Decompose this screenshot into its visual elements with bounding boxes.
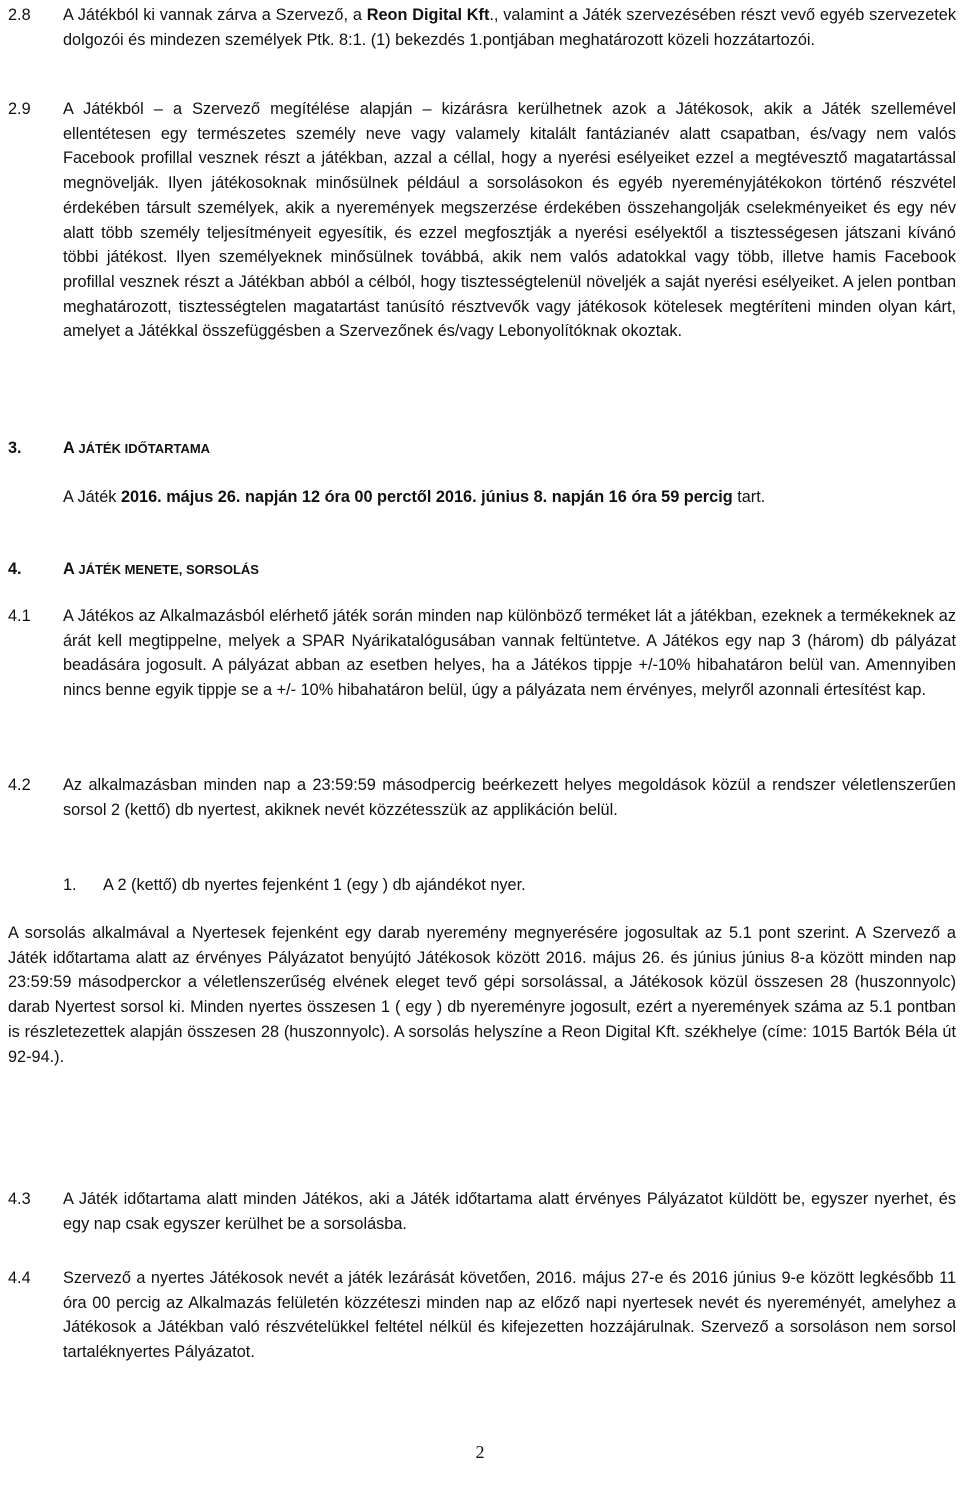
section-4-4 <box>8 1266 956 1365</box>
heading-number: 3. <box>8 439 22 457</box>
list-text: A 2 (kettő) db nyertes fejenként 1 (egy ) db ajándékot nyer. <box>103 876 526 894</box>
section-4-2 <box>8 773 956 822</box>
section-number: 4.2 <box>8 776 31 794</box>
page-number: 2 <box>475 1442 485 1462</box>
section-4-1 <box>8 604 956 703</box>
heading-4 <box>8 557 259 583</box>
section-text: A Játékból – a Szervező megítélése alapján – kizárásra kerülhetnek azok a Játékosok, akik a Játék szellemével ellentétesen egy természetes személy neve vagy valamely kitalált fantázianév alatt csapatban, és/vagy nem valós Facebook profillal vesznek részt a játékban, azzal a céllal, hogy a nyerési esélyeiket ezzel a megtévesztő magatartással megnövelják. Ilyen játékosoknak minősülnek például a sorsolásokon és egyéb nyereményjátékokon történő részvétel érdekében társult személyek, akik a nyeremények megszerzése érdekében összehangolják cselekményeiket és egy név alatt több személy teljesítményeit egyesítik, és ezzel megfosztják a nyerési esélyektől a tisztességesen játszani kívánó többi játékost. Ilyen személyeknek minősülnek továbbá, akik nem valós adatokkal vagy több, illetve hamis Facebook profillal vesznek részt a Játékban abból a célból, hogy tisztességtelenül növeljék a saját nyerési esélyeiket. A jelen pontban meghatározott, tisztességtelen magatartást tanúsító résztvevők vagy játékosok kötelesek megtéríteni minden olyan kárt, amelyet a Játékkal összefüggésben a Szervezőnek és/vagy Lebonyolítóknak okoztak. <box>63 100 956 341</box>
list-number: 1. <box>63 876 77 894</box>
section-text: A Játékból ki vannak zárva a Szervező, a Reon Digital Kft., valamint a Játék szervezésében részt vevő egyéb szervezetek dolgozói és mindezen személyek Ptk. 8:1. (1) bekezdés 1.pontjában meghatározott közeli hozzátartozói. <box>63 6 956 49</box>
section-text: Az alkalmazásban minden nap a 23:59:59 másodpercig beérkezett helyes megoldások közül a rendszer véletlenszerűen sorsol 2 (kettő) db nyertest, akiknek nevét közzétesszük az applikáción belül. <box>63 776 956 819</box>
heading-number: 4. <box>8 560 22 578</box>
section-number: 4.3 <box>8 1190 31 1208</box>
section-text: A Játékos az Alkalmazásból elérhető játék során minden nap különböző terméket lát a játékban, ezeknek a termékeknek az árát kell megtippelne, melyek a SPAR Nyárikatalógusában vannak feltüntetve. A Játékos egy nap 3 (három) db pályázat beadására jogosult. A pályázat abban az esetben helyes, ha a Játékos tippje +/-10% hibahatáron belül van. Amennyiben nincs benne egyik tippje se a +/- 10% hibahatáron belül, úgy a pályázata nem érvényes, melyről azonnali értesítést kap. <box>63 607 956 700</box>
game-duration <box>8 485 956 510</box>
section-2-8 <box>8 3 956 52</box>
section-number: 4.1 <box>8 607 31 625</box>
heading-3 <box>8 436 210 462</box>
heading-title: A JÁTÉK MENETE, SORSOLÁS <box>63 560 259 578</box>
section-4-3 <box>8 1187 956 1236</box>
duration-text: A Játék 2016. május 26. napján 12 óra 00 perctől 2016. június 8. napján 16 óra 59 percig tart. <box>63 488 766 506</box>
section-text: Szervező a nyertes Játékosok nevét a játék lezárását követően, 2016. május 27-e és 2016 június 9-e között legkésőbb 11 óra 00 percig az Alkalmazás felületén közzéteszi minden nap az előző napi nyertesek nevét és nyereményét, amelyhez a Játékosok a Játékban való részvételükkel feltétel nélkül és kifejezetten hozzájárulnak. Szervező a sorsoláson nem sorsol tartaléknyertes Pályázatot. <box>63 1269 956 1362</box>
heading-title: A JÁTÉK IDŐTARTAMA <box>63 439 211 457</box>
draw-paragraph: A sorsolás alkalmával a Nyertesek fejenként egy darab nyeremény megnyerésére jogosultak az 5.1 pont szerint. A Szervező a Játék időtartama alatt az érvényes Pályázatot benyújtó Játékosok között 2016. május 26. és június június 8-a között minden nap 23:59:59 másodperckor a véletlenszerűség elvének eleget tevő gépi sorsolással, a Játékosok közül összesen 28 (huszonnyolc) darab Nyertest sorsol ki. Minden nyertes összesen 1 ( egy ) db nyereményre jogosult, ezért a nyeremények száma az 5.1 pontban is részletezettek alapján összesen 28 (huszonnyolc). A sorsolás helyszíne a Reon Digital Kft. székhelye (címe: 1015 Bartók Béla út 92-94.). <box>8 924 956 1066</box>
section-text: A Játék időtartama alatt minden Játékos, aki a Játék időtartama alatt érvényes Pályázatot küldött be, egyszer nyerhet, és egy nap csak egyszer kerülhet be a sorsolásba. <box>63 1190 956 1233</box>
section-2-9 <box>8 97 956 344</box>
section-number: 2.8 <box>8 6 31 24</box>
section-number: 2.9 <box>8 100 31 118</box>
section-number: 4.4 <box>8 1269 31 1287</box>
list-item-1 <box>63 873 956 898</box>
